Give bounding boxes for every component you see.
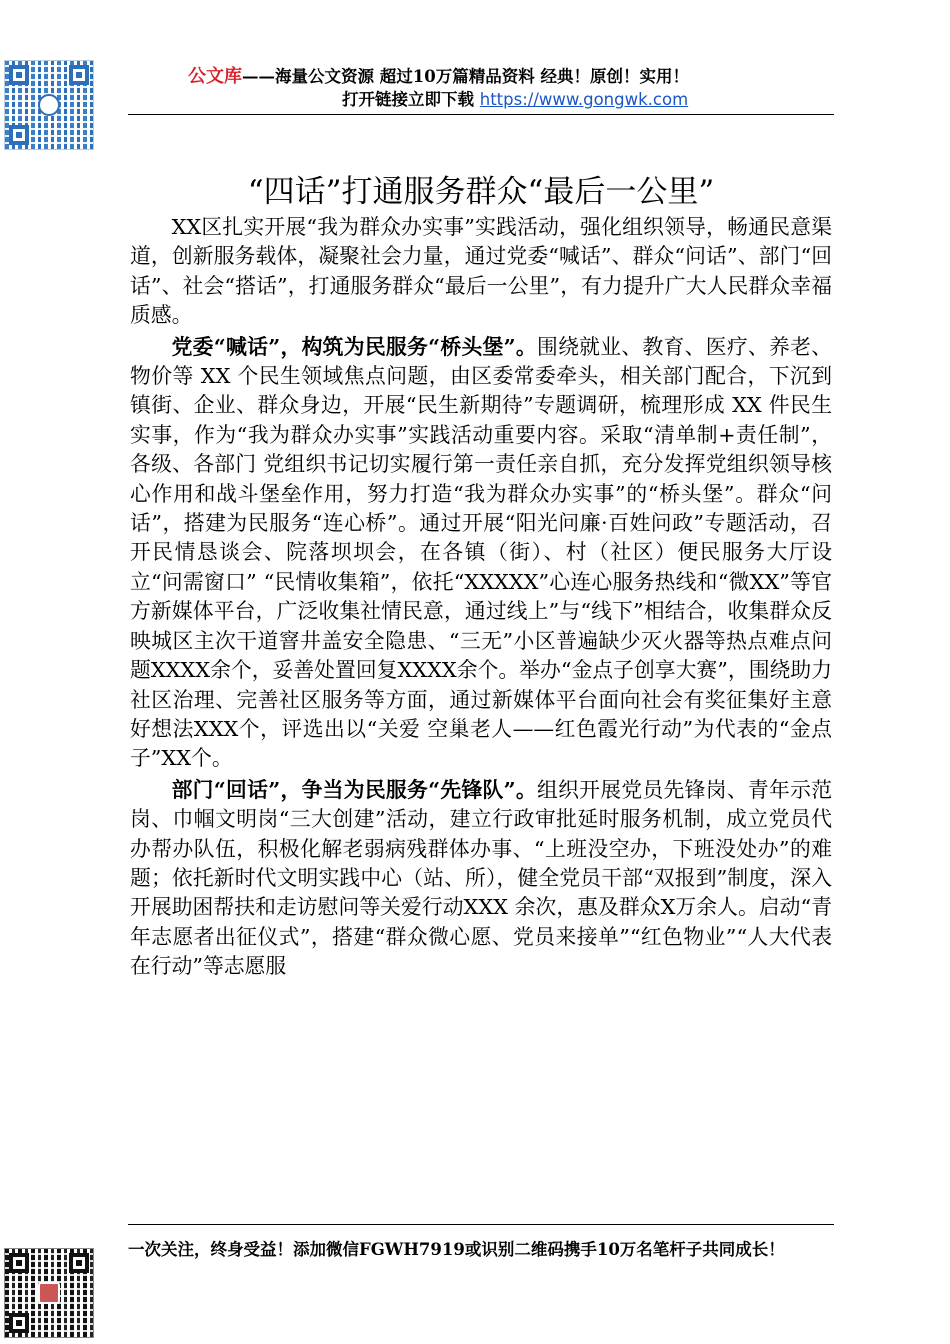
download-prefix: 打开链接立即下载 xyxy=(342,90,474,109)
paragraph-lead: 部门“回话”，争当为民服务“先锋队”。 xyxy=(171,776,537,802)
header-divider xyxy=(128,114,834,115)
download-link[interactable]: https://www.gongwk.com xyxy=(479,90,689,109)
document-body xyxy=(130,212,832,982)
header-tagline: ——海量公文资源 超过10万篇精品资料 经典！原创！实用！ xyxy=(242,67,689,86)
paragraph xyxy=(130,775,832,982)
paragraph-text: 组织开展党员先锋岗、青年示范岗、巾帼文明岗“三大创建”活动，建立行政审批延时服务机制，成立党员代办帮办队伍，积极化解老弱病残群体办事、“上班没空办，下班没处办”的难题；依托新时代文明实践中心（站、所），健全党员干部“双报到”制度，深入开展助困帮扶和走访慰问等关爱行动XXX 余次，惠及群众X万余人。启动“青年志愿者出征仪式”，搭建“群众微心愿、党员来接单”“红色物业”“人大代表在行动”等志愿服 xyxy=(130,777,832,979)
qr-code-icon[interactable] xyxy=(4,1248,94,1338)
download-line xyxy=(342,86,688,110)
header-banner xyxy=(188,62,689,88)
paragraph-text: 围绕就业、教育、医疗、养老、物价等 XX 个民生领域焦点问题，由区委常委牵头，相关部门配合，下沉到镇街、企业、群众身边，开展“民生新期待”专题调研，梳理形成 XX 件民生实事，作为“我为群众办实事”实践活动重要内容。采取“清单制+责任制”，各级、各部门 党组织书记切实履行第一责任亲自抓，充分发挥党组织领导核心作用和战斗堡垒作用，努力打造“我为群众办实事”的“桥头堡”。群众“问话”，搭建为民服务“连心桥”。通过开展“阳光问廉·百姓问政”专题活动，召开民情恳谈会、院落坝坝会，在各镇（街）、村（社区）便民服务大厅设立“问需窗口” “民情收集箱”，依托“XXXXX”心连心服务热线和“微XX”等官方新媒体平台，广泛收集社情民意，通过线上”与“线下”相结合，收集群众反映城区主次干道窨井盖安全隐患、“三无”小区普遍缺少灭火器等热点难点问题XXXX余个，妥善处置回复XXXX余个。举办“金点子创享大赛”，围绕助力社区治理、完善社区服务等方面，通过新媒体平台面向社会有奖征集好主意好想法XXX个，评选出以“关爱 空巢老人——红色霞光行动”为代表的“金点子”XX个。 xyxy=(130,334,832,771)
paragraph xyxy=(130,332,832,774)
footer-divider xyxy=(128,1224,834,1225)
paragraph-text: XX区扎实开展“我为群众办实事”实践活动，强化组织领导，畅通民意渠道，创新服务载体，凝聚社会力量，通过党委“喊话”、群众“问话”、部门“回话”、社会“搭话”，打通服务群众“最后一公里”，有力提升广大人民群众幸福质感。 xyxy=(130,215,832,328)
document-title: “四话”打通服务群众“最后一公里” xyxy=(247,174,715,210)
paragraph xyxy=(130,212,832,331)
qr-code-icon[interactable] xyxy=(4,60,94,150)
paragraph-lead: 党委“喊话”，构筑为民服务“桥头堡”。 xyxy=(171,333,537,359)
brand-name: 公文库 xyxy=(188,66,242,87)
footer-text: 一次关注，终身受益！添加微信FGWH7919或识别二维码携手10万名笔杆子共同成长！ xyxy=(128,1240,785,1259)
